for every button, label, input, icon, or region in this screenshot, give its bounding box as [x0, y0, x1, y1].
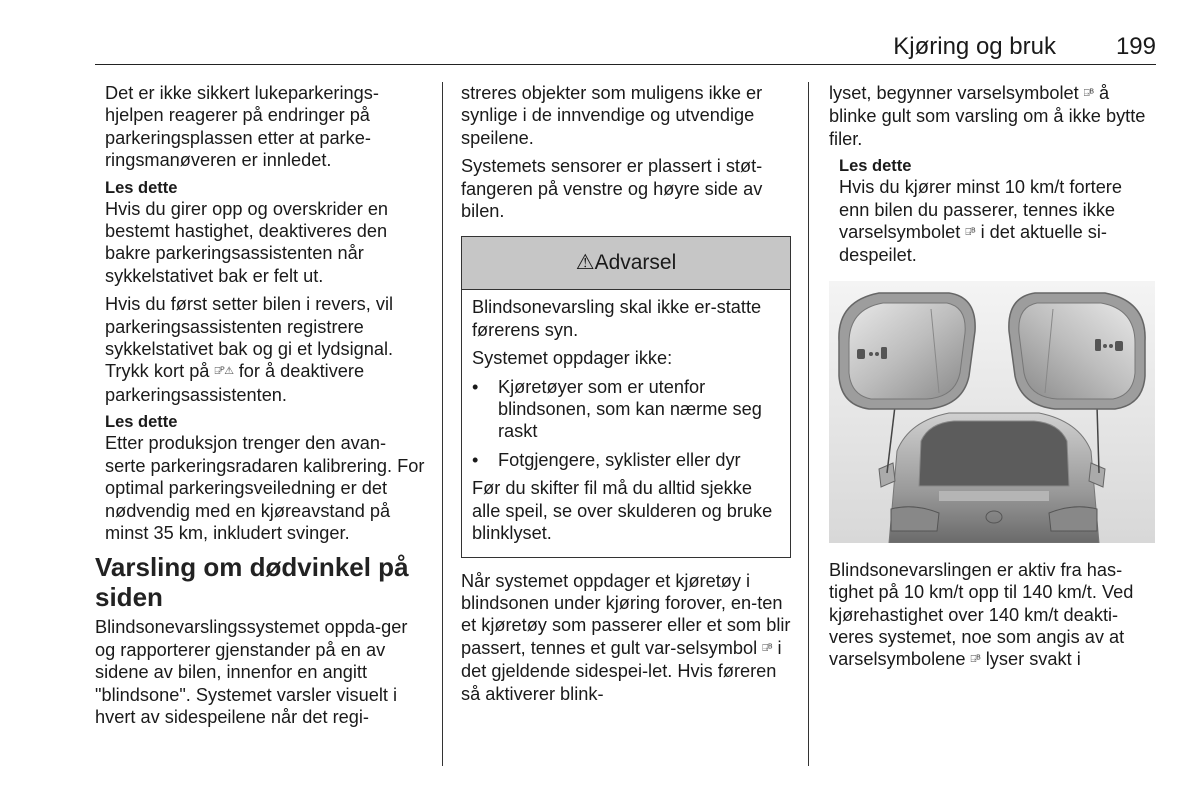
section-heading: Varsling om dødvinkel på siden: [95, 552, 409, 613]
blind-spot-icon: ⍈ᴮ: [970, 654, 981, 666]
column-1: [95, 82, 425, 734]
list-item: [472, 376, 780, 443]
paragraph: [829, 559, 1155, 672]
warning-text: Blindsonevarsling skal ikke er-statte førerens syn.: [472, 297, 762, 340]
blind-spot-icon: ⍈ᴮ: [965, 227, 976, 239]
text: å blinke gult som varsling om å ikke bytte filer.: [829, 83, 1146, 149]
note-text: [839, 176, 1155, 267]
park-assist-button-icon: ⍈ᴾ⚠: [214, 366, 234, 378]
warning-text: Systemet oppdager ikke:: [472, 348, 673, 369]
paragraph: [461, 570, 791, 705]
warning-box: [461, 236, 791, 557]
column-2: [461, 82, 791, 711]
list-item-text: Kjøretøyer som er utenfor blindsonen, som kan nærme seg raskt: [498, 376, 762, 442]
paragraph: Det er ikke sikkert lukeparkerings-hjelpen reagerer på endringer på parkeringsplassen etter at parke-ringsmanøveren er innledet.: [105, 83, 379, 171]
warning-text: Før du skifter fil må du alltid sjekke alle speil, se over skulderen og bruke blinklyset.: [472, 478, 773, 544]
text: Hvis du først setter bilen i revers, vil parkeringsassistenten registrere sykkelstativet bak og gi et lydsignal. Trykk kort på: [105, 294, 394, 382]
note-box: [829, 156, 1155, 267]
paragraph: streres objekter som muligens ikke er synlige i de innvendige og utvendige speilene.: [461, 83, 763, 148]
list-item: [472, 449, 780, 471]
text: Når systemet oppdager et kjøretøy i blindsonen under kjøring forover, en-ten et kjøretøy som passerer eller et som blir passert, tennes et gult var-selsymbol: [461, 570, 791, 658]
warning-body: [462, 290, 790, 556]
warning-header: [462, 237, 790, 290]
note-box: [95, 178, 425, 545]
column-3: [829, 82, 1155, 678]
bullet-icon: •: [472, 376, 479, 397]
column-divider: [442, 82, 443, 766]
paragraph: Blindsonevarslingssystemet oppda-ger og rapporterer gjenstander på en av sidene av bilen, innenfor en angitt "blindsone". Systemet varsler visuelt i hvert av sidespeilene når det regi-: [95, 617, 408, 727]
note-heading: Les dette: [105, 178, 178, 197]
warning-title: Advarsel: [594, 251, 677, 275]
mirror-illustration: [829, 281, 1155, 543]
note-heading: Les dette: [839, 157, 912, 176]
text: Blindsonevarslingen er aktiv fra has-tighet på 10 km/t opp til 140 km/t. Ved kjørehastighet over 140 km/t deakti-veres systemet, noe som angis av at varselsymbolene: [829, 559, 1134, 670]
paragraph: [105, 293, 425, 406]
blind-spot-icon: ⍈ᴮ: [1083, 88, 1094, 99]
text: i det gjeldende sidespei-let. Hvis føreren så aktiverer blink-: [461, 637, 782, 704]
note-heading: Les dette: [105, 413, 178, 432]
text: lyser svakt i: [980, 649, 1081, 670]
page-header: [95, 30, 1156, 65]
car-mirrors-image: [829, 281, 1155, 543]
text: Hvis du kjører minst 10 km/t fortere enn bilen du passerer, tennes ikke varselsymbolet: [839, 177, 1122, 243]
column-divider: [808, 82, 809, 766]
warning-triangle-icon: ⚠: [575, 251, 595, 275]
blind-spot-icon: ⍈ᴮ: [762, 642, 773, 654]
section-title: Kjøring og bruk: [893, 33, 1056, 60]
list-item-text: Fotgjengere, syklister eller dyr: [498, 449, 741, 470]
note-text: Etter produksjon trenger den avan-serte parkeringsradaren kalibrering. For optimal parkeringsveiledning er det nødvendig med en kjøreavstand på minst 35 km, inkludert svinger.: [105, 433, 425, 543]
bullet-icon: •: [472, 449, 479, 470]
note-text: Hvis du girer opp og overskrider en bestemt hastighet, deaktiveres den bakre parkeringsassistenten når sykkelstativet bak er felt ut.: [105, 198, 389, 286]
text: i det aktuelle si-despeilet.: [839, 222, 1107, 266]
warning-list: [472, 376, 780, 472]
text: for å deaktivere parkeringsassistenten.: [105, 361, 365, 405]
paragraph: Systemets sensorer er plassert i støt-fangeren på venstre og høyre side av bilen.: [461, 156, 763, 222]
text: lyset, begynner varselsymbolet: [829, 83, 1084, 103]
page-number: 199: [1115, 33, 1156, 60]
paragraph: [829, 82, 1155, 150]
